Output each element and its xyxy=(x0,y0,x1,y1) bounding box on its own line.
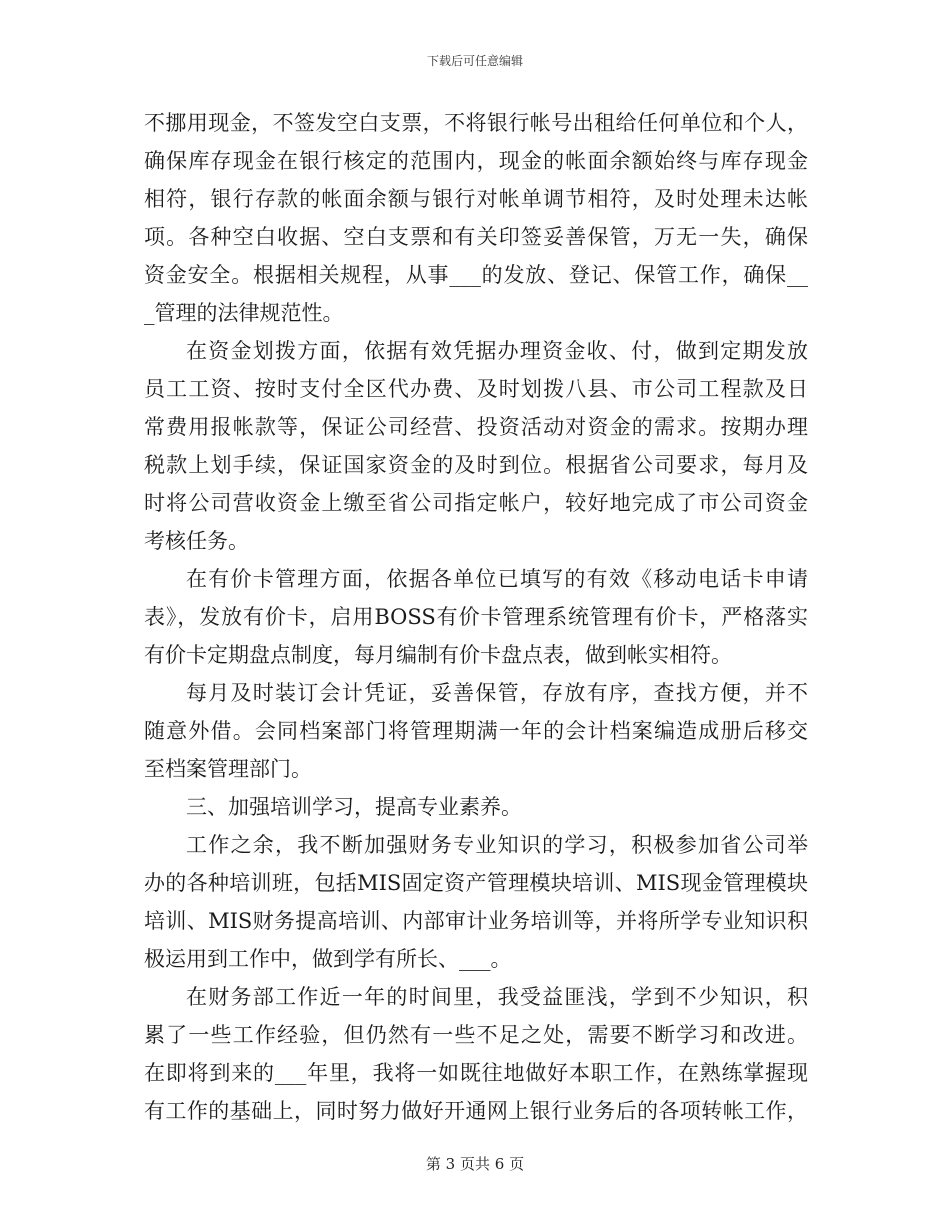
text-line: 项。各种空白收据、空白支票和有关印签妥善保管，万无一失，确保 xyxy=(144,225,808,249)
text-line: 办的各种培训班，包括MIS固定资产管理模块培训、MIS现金管理模块 xyxy=(144,871,808,895)
text-line: 税款上划手续，保证国家资金的及时到位。根据省公司要求，每月及 xyxy=(144,453,808,477)
text-line: 表》，发放有价卡，启用BOSS有价卡管理系统管理有价卡，严格落实 xyxy=(144,605,808,629)
text-line: 至档案管理部门。 xyxy=(144,757,312,781)
text-line: 确保库存现金在银行核定的范围内，现金的帐面余额始终与库存现金 xyxy=(144,149,808,173)
text-line: 在有价卡管理方面，依据各单位已填写的有效《移动电话卡申请 xyxy=(186,567,808,591)
text-line: 随意外借。会同档案部门将管理期满一年的会计档案编造成册后移交 xyxy=(144,719,808,743)
text-line: 有价卡定期盘点制度，每月编制有价卡盘点表，做到帐实相符。 xyxy=(144,643,732,667)
text-line: 在资金划拨方面，依据有效凭据办理资金收、付，做到定期发放 xyxy=(186,339,808,363)
body-text xyxy=(144,104,808,1130)
text-line: 员工工资、按时支付全区代办费、及时划拨八县、市公司工程款及日 xyxy=(144,377,808,401)
page-footer: 第 3 页共 6 页 xyxy=(425,1155,525,1173)
text-line: 在即将到来的___年里，我将一如既往地做好本职工作，在熟练掌握现 xyxy=(144,1061,808,1085)
text-line: 常费用报帐款等，保证公司经营、投资活动对资金的需求。按期办理 xyxy=(144,415,808,439)
page-header: 下载后可任意编辑 xyxy=(426,54,523,68)
text-line: 时将公司营收资金上缴至省公司指定帐户，较好地完成了市公司资金 xyxy=(144,491,808,515)
text-line: 三、加强培训学习，提高专业素养。 xyxy=(186,795,522,819)
text-line: 相符，银行存款的帐面余额与银行对帐单调节相符，及时处理未达帐 xyxy=(144,187,808,211)
text-line: _管理的法律规范性。 xyxy=(144,301,344,325)
text-line: 工作之余，我不断加强财务专业知识的学习，积极参加省公司举 xyxy=(186,833,808,857)
text-line: 在财务部工作近一年的时间里，我受益匪浅，学到不少知识，积 xyxy=(186,985,808,1009)
text-line: 累了一些工作经验，但仍然有一些不足之处，需要不断学习和改进。 xyxy=(144,1023,808,1047)
text-line: 极运用到工作中，做到学有所长、___。 xyxy=(144,947,512,971)
text-line: 不挪用现金，不签发空白支票，不将银行帐号出租给任何单位和个人， xyxy=(144,111,808,135)
text-line: 资金安全。根据相关规程，从事___的发放、登记、保管工作，确保__ xyxy=(144,263,808,287)
text-line: 培训、MIS财务提高培训、内部审计业务培训等，并将所学专业知识积 xyxy=(144,909,808,933)
text-line: 考核任务。 xyxy=(144,529,249,553)
text-line: 每月及时装订会计凭证，妥善保管，存放有序，查找方便，并不 xyxy=(186,681,808,705)
text-line: 有工作的基础上，同时努力做好开通网上银行业务后的各项转帐工作， xyxy=(144,1099,808,1123)
